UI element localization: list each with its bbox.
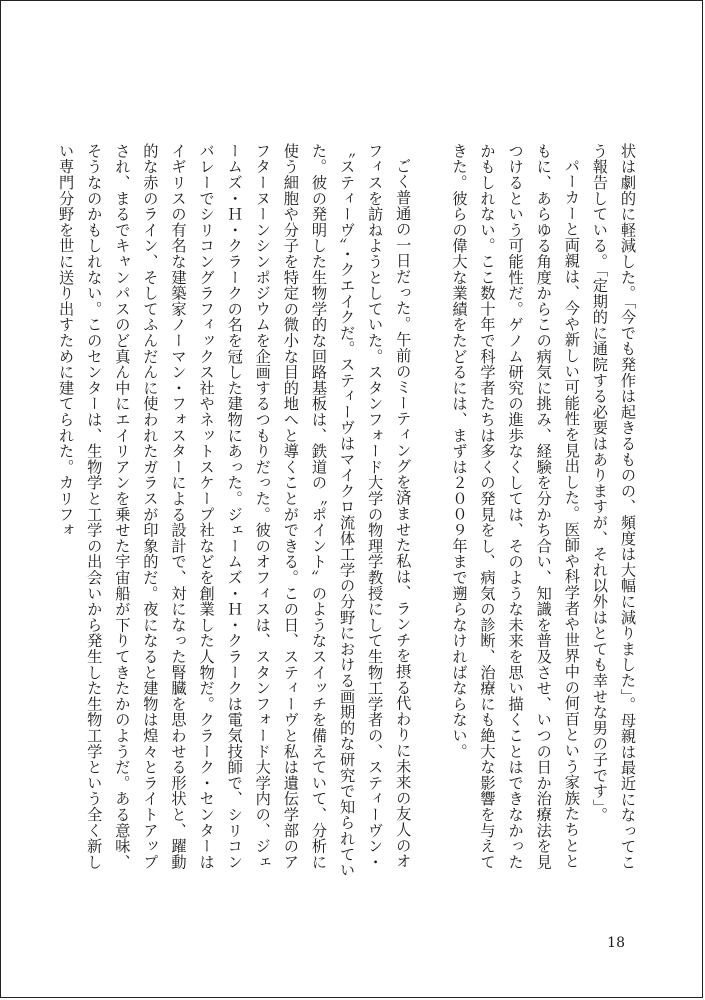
paragraph-3: ごく普通の一日だった。午前のミーティングを済ませた私は、ランチを摂る代わりに未来の友人のオフィスを訪ねようとしていた。スタンフォード大学の物理学教授にして生物工学者の、スティーヴン・〝スティーヴ〟・クエイクだ。スティーヴはマイクロ流体工学の分野における画期的な研究で知られていた。彼の発明した生物学的な回路基板は、鉄道の〝ポイント〟のようなスイッチを備えていて、分析に使う細胞や分子を特定の微小な目的地へと導くことができる。この日、スティーヴと私は遺伝学部のアフターヌーンシンポジウムを企画するつもりだった。彼のオフィスは、スタンフォード大学内の、ジェームズ・Ｈ・クラークの名を冠した建物にあった。ジェームズ・Ｈ・クラークは電気技師で、シリコンバレーでシリコングラフィックス社やネットスケープ社などを創業した人物だ。クラーク・センターはイギリスの有名な建築家ノーマン・フォスターによる設計で、対になった腎臓を思わせる形状と、躍動的な赤のライン、そしてふんだんに使われたガラスが印象的だ。夜になると建物は煌々とライトアップされ、まるでキャンパスのど真ん中にエイリアンを乗せた宇宙船が下りてきたかのようだ。ある意味、そうなのかもしれない。このセンターは、生物学と工学の出会いから発生した生物工学という全く新しい専門分野を世に送り出すために建てられた。カリフォ [57,143,413,878]
paragraph-2: パーカーと両親は、今や新しい可能性を見出した。医師や科学者や世界中の何百という家族たちとともに、あらゆる角度からこの病気に挑み、経験を分かち合い、知識を普及させ、いつの日か治療法を見つけるという可能性だ。ゲノム研究の進歩なくしては、そのような未来を思い描くことはできなかったかもしれない。ここ数十年で科学者たちは多くの発見をし、病気の診断、治療にも絶大な影響を与えてきた。彼らの偉大な業績をたどるには、まずは２００９年まで遡らなければならない。 [450,143,581,870]
page-number: 18 [607,935,625,951]
paragraph-spacer [417,143,445,883]
paragraph-1: 状は劇的に軽減した。「今でも発作は起きるものの、頻度は大幅に減りました」。母親は最近になってこう報告している。「定期的に通院する必要はありますが、それ以外はとても幸せな男の子です」。 [590,143,637,871]
body-text [57,143,642,883]
